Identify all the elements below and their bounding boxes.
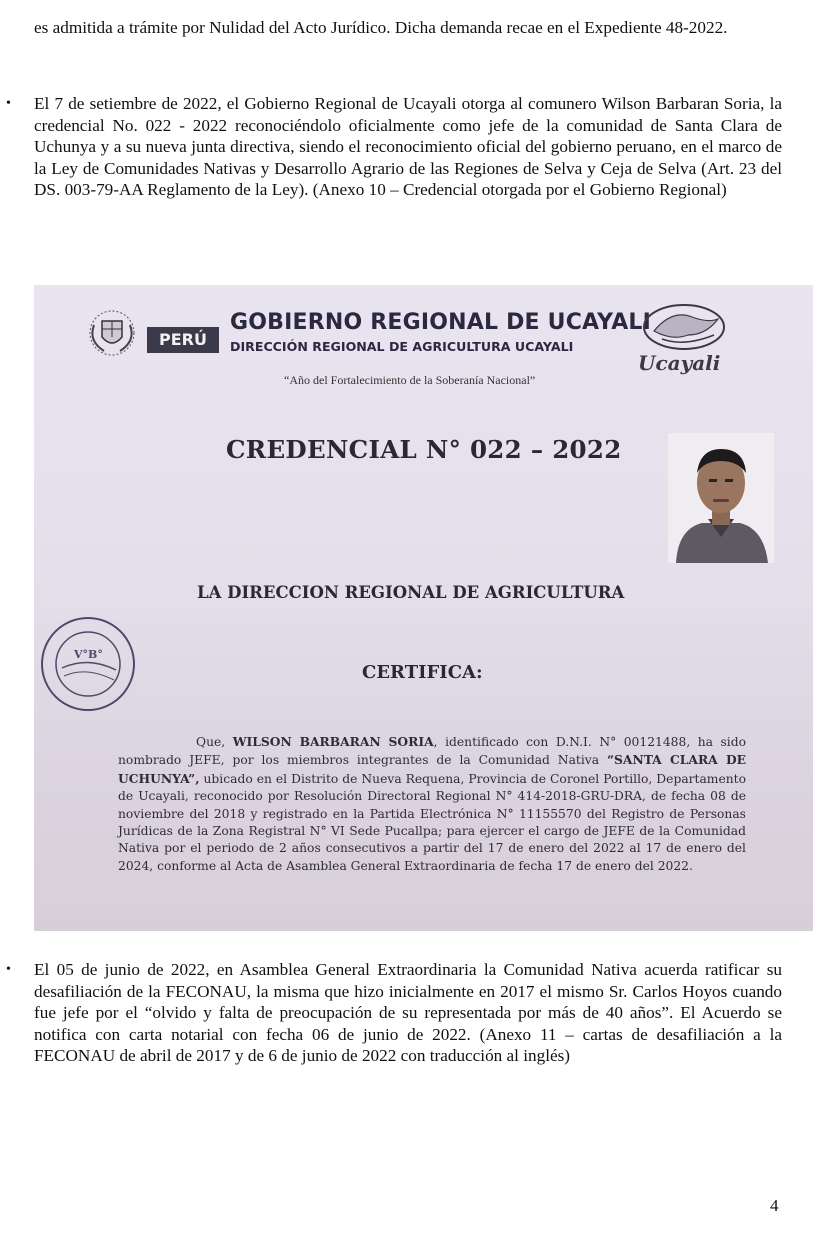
portrait-photo [668,433,774,563]
bullet-paragraph-disaffiliation: El 05 de junio de 2022, en Asamblea General Extraordinaria la Comunidad Nativa acuerda ratificar su desafiliación de la FECONAU, la misma que hizo inicialmente en 2017 el mismo Sr. Carlos Hoyos cuando fue jefe por el “olvido y falta de preocupación de su representada por más de 40 años”. El Acuerdo se notifica con carta notarial con fecha 06 de junio de 2022. (Anexo 11 – cartas de desafiliación a la FECONAU de abril de 2017 y de 6 de junio de 2022 con traducción al inglés) [34,960,782,1065]
bullet-paragraph-credential: El 7 de setiembre de 2022, el Gobierno Regional de Ucayali otorga al comunero Wilson Barbaran Soria, la credencial No. 022 - 2022 reconociéndolo oficialmente como jefe de la comunidad de Santa Clara de Uchunya y a su nueva junta directiva, siendo el reconocimiento oficial del gobierno peruano, en el marco de la Ley de Comunidades Nativas y Desarrollo Agrario de las Regiones de Selva y Ceja de Selva (Art. 23 del DS. 003-79-AA Reglamento de la Ley). (Anexo 10 – Credencial otorgada por el Gobierno Regional) [34,94,782,199]
ucayali-logo-icon [632,301,742,357]
holder-name: WILSON BARBARAN SORIA [232,734,434,749]
approval-stamp-icon [36,610,142,720]
svg-text:V°B°: V°B° [74,648,103,661]
body-text-3: ubicado en el Distrito de Nueva Requena, Provincia de Coronel Portillo, Departamento de Ucayali, reconocido por Resolución Directoral Regional N° 414-2018-GRU-DRA, de fecha 08 de noviembre del 2018 y registrado en la Partida Electrónica N° 11155570 del Registro de Personas Jurídicas de la Zona Registral N° VI Sede Pucallpa; para ejercer el cargo de JEFE de la Comunidad Nativa por el periodo de 2 años consecutivos a partir del 17 de enero del 2022 al 17 de enero del 2024, conforme al Acta de Asamblea General Extraordinaria de fecha 17 de enero del 2022. [118,771,746,873]
intro-paragraph: es admitida a trámite por Nulidad del Acto Jurídico. Dicha demanda recae en el Expediente 48-2022. [34,18,728,37]
body-text-1: Que, [196,735,233,749]
credential-body [118,733,746,875]
credential-header-subtitle: DIRECCIÓN REGIONAL DE AGRICULTURA UCAYALI [230,339,574,354]
bullet-marker: • [6,96,11,111]
national-shield-icon [82,307,142,367]
credential-photo [34,285,813,931]
bullet-marker: • [6,962,11,977]
credential-title: CREDENCIAL N° 022 – 2022 [226,435,622,464]
credential-issuer: LA DIRECCION REGIONAL DE AGRICULTURA [197,583,625,602]
certifica-heading: CERTIFICA: [362,662,483,683]
ucayali-logo-text: Ucayali [638,351,721,375]
credential-motto: “Año del Fortalecimiento de la Soberanía Nacional” [284,373,536,387]
community-name: “SANTA CLARA DE UCHUNYA”, [118,752,747,786]
body-text-2: , identificado con D.N.I. N° 00121488, ha sido nombrado JEFE, por los miembros integrantes de la Comunidad Nativa [118,735,746,768]
peru-badge: PERÚ [147,327,219,353]
credential-header-title: GOBIERNO REGIONAL DE UCAYALI [230,310,652,335]
page-number: 4 [770,1196,779,1215]
